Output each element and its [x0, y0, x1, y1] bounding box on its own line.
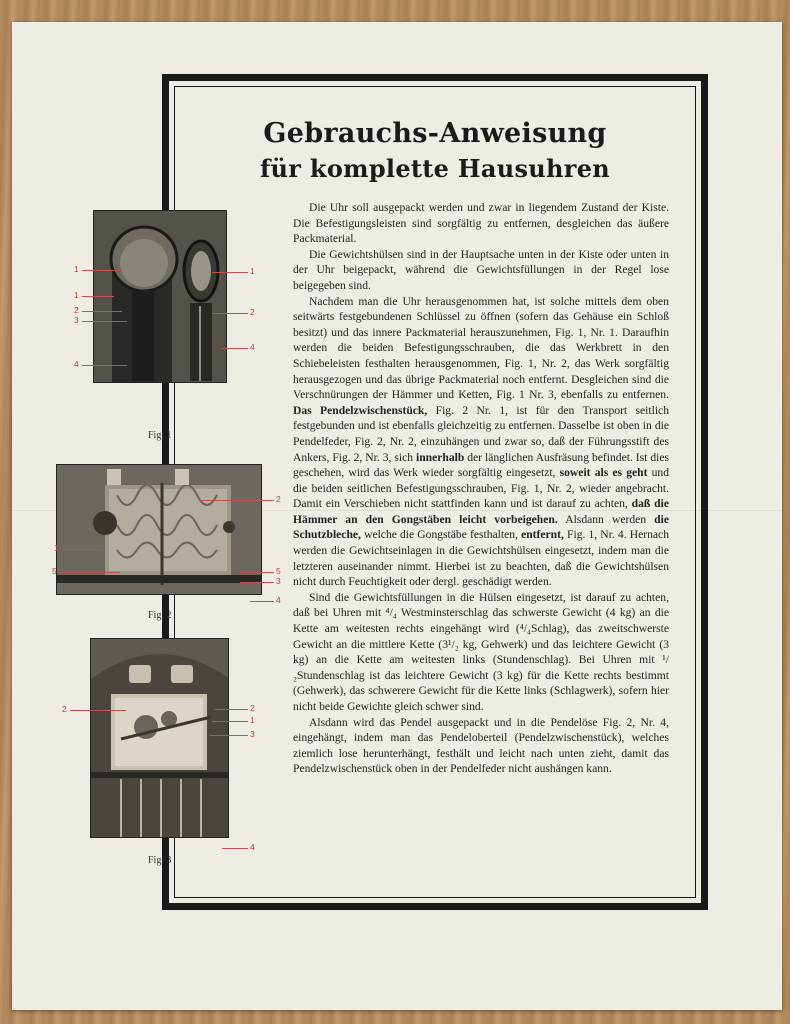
figure-2-caption: Fig. 2	[148, 610, 172, 621]
figure-1-callout: 1	[74, 290, 79, 300]
figure-1-callout: 4	[250, 342, 255, 352]
document-subtitle: für komplette Hausuhren	[259, 154, 611, 183]
figure-1-callout: 2	[74, 305, 79, 315]
emphasized-text: innerhalb	[415, 450, 465, 464]
emphasized-text: soweit als es geht	[559, 466, 648, 480]
figure-3-callout: 2	[62, 704, 67, 714]
emphasized-text: daß die Hämmer an den Gongstäben leicht vorbeigehen.	[293, 497, 669, 526]
paragraph-text: Sind die Gewichtsfüllungen in die Hülsen eingesetzt, ist darauf zu achten, daß bei Uhren mit ⁴/₄ Westminsterschlag das schwerste Gewicht (4 kg) an die Kette am weitesten rechts eingehängt wird (⁴/₄Schlag), das zweitschwerste Gewicht an die mittlere Kette (3¹/₂ kg, Gehwerk) und das leichtere Gewicht (3 kg) an die Kette am weitesten links (Stundenschlag). Bei Uhren mit ¹/₂Stundenschlag ist das leichtere Gewicht (3 kg) für die Kette rechts bestimmt (Gehwerk), das schwerere Gewicht für die Kette links (Schlagwerk), sofern hier nicht beide Gewichte gleich schwer sind.	[293, 590, 669, 713]
figure-2-callout: 4	[276, 595, 281, 605]
figure-2-callout: 2	[276, 494, 281, 504]
paragraph-text: Fig. 2 Nr. 1, ist für den Transport seitlich festgebunden und ist ebenfalls gleichzeitig zu entfernen. Dasselbe ist oben in die Pendelfeder, Fig. 2, Nr. 2, einzuhängen und zwar so, daß der Führungsstift des Ankers, Fig. 2, Nr. 3, sich	[293, 403, 669, 464]
figure-1-callout: 3	[74, 315, 79, 325]
paragraph-text: Nachdem man die Uhr herausgenommen hat, ist solche mittels dem oben seitwärts festgebundenen Schlüssel zu öffnen (sofern das Gehäuse ein Schloß besitzt) und das innere Packmaterial herauszunehmen, Fig. 1, Nr. 1. Daraufhin werden die beiden Befestigungsschrauben, die das Werkbrett in den Schiebeleisten festhalten herausgenommen, Fig. 1, Nr. 2, das Werk sorgfältig herausgezogen und das übrige Packmaterial noch entfernt. Desgleichen sind die Verschnürungen der Hämmer und Ketten, Fig. 1 Nr. 3, ebenfalls zu entfernen.	[293, 294, 669, 402]
instruction-paragraph	[293, 590, 669, 715]
figure-1-callout: 4	[74, 359, 79, 369]
figure-2-callout: 3	[276, 576, 281, 586]
paragraph-text: Die Uhr soll ausgepackt werden und zwar in liegendem Zustand der Kiste. Die Befestigungsleisten sind sorgfältig zu entfernen, desgleichen das äußere Packmaterial.	[293, 201, 669, 246]
paragraph-text: Alsdann werden	[557, 512, 655, 526]
figure-1-callout: 1	[74, 264, 79, 274]
paragraph-text: der länglichen Ausfräsung befindet. Ist dies geschehen, wird das Werk wieder sorgfältig eingesetzt,	[293, 450, 670, 480]
figure-3-callout: 4	[250, 842, 255, 852]
instruction-paragraph	[293, 200, 669, 247]
emphasized-text: Das Pendelzwischenstück,	[293, 403, 428, 417]
instruction-paragraph	[293, 715, 669, 777]
figure-1-caption: Fig. 1	[148, 430, 172, 441]
instruction-paragraph	[293, 247, 669, 294]
emphasized-text: die Schutzbleche,	[293, 512, 669, 542]
instructions-body	[293, 200, 669, 777]
paragraph-text: welche die Gongstäbe festhalten,	[360, 528, 522, 542]
figure-3-photo	[90, 638, 229, 838]
figure-2-callout: 1	[54, 543, 59, 553]
figure-2-callout: 5	[52, 566, 57, 576]
figure-3-caption: Fig. 3	[148, 855, 172, 866]
emphasized-text: entfernt,	[521, 528, 564, 542]
paragraph-text: Alsdann wird das Pendel ausgepackt und in die Pendelöse Fig. 2, Nr. 4, eingehängt, indem man das Pendeloberteil (Pendelzwischenstück), welches ziemlich lose herunterhängt, festhält und leicht nach unten zieht, damit das Pendelzwischenstück oben in der Pendelfeder nicht aushängen kann.	[293, 715, 669, 776]
paragraph-text: Fig. 1, Nr. 4. Hernach werden die Gewichtseinlagen in die Gewichtshülsen eingesetzt, indem man die letzteren auseinander nimmt. Hierbei ist zu beachten, daß die Gewichtshülsen nicht durch Feuchtigkeit oder dergl. geschädigt werden.	[293, 528, 669, 589]
figure-1-callout: 1	[250, 266, 255, 276]
figure-1-callout: 2	[250, 307, 255, 317]
paragraph-text: und die beiden seitlichen Befestigungsschrauben, Fig. 1, Nr. 2, wieder angebracht. Damit ein Verschieben nicht stattfinden kann und ist darauf zu achten,	[293, 466, 670, 511]
paragraph-text: Die Gewichtshülsen sind in der Hauptsache unten in der Kiste oder unten in der Uhr beigepackt, während die Gewichtsfüllungen in der Regel lose beigegeben sind.	[293, 247, 669, 292]
figure-3-callout: 2	[250, 703, 255, 713]
document-title: Gebrauchs-Anweisung	[263, 118, 607, 149]
figure-3-callout: 1	[250, 715, 255, 725]
instruction-paragraph	[293, 294, 669, 590]
figure-2-callout: 5	[276, 566, 281, 576]
figure-2-photo	[56, 464, 262, 595]
figure-3-callout: 3	[250, 729, 255, 739]
